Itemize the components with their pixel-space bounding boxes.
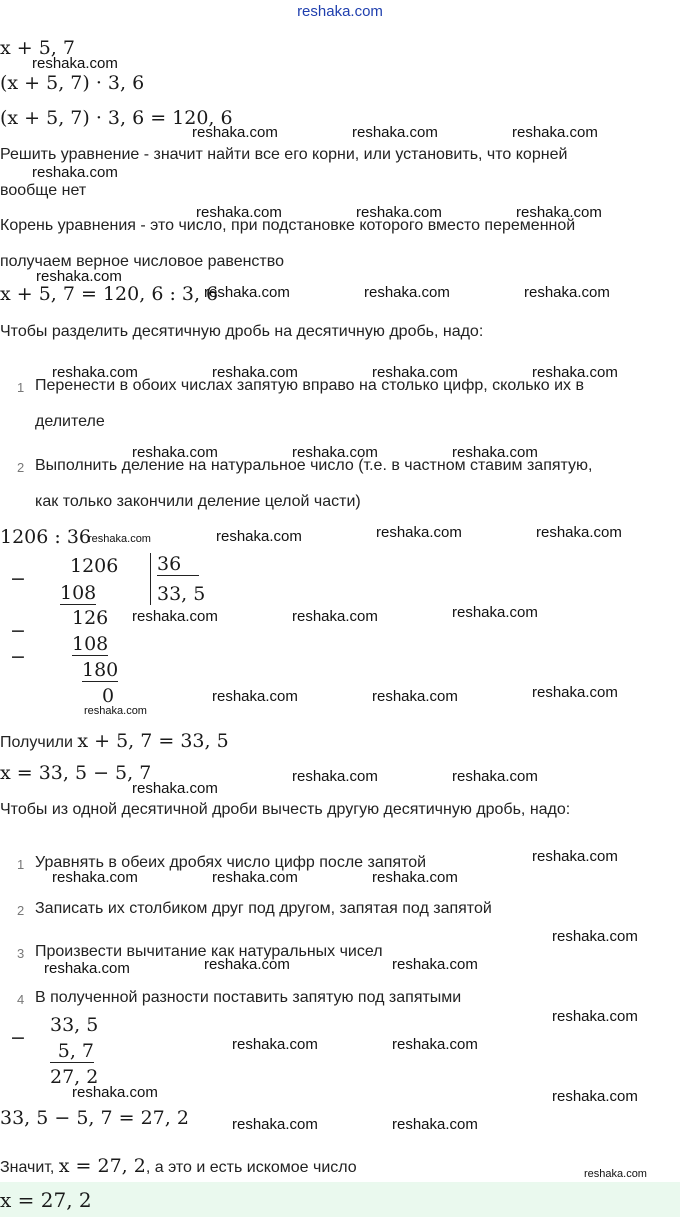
site-link[interactable]: reshaka.com (297, 3, 383, 20)
list-item-text: Произвести вычитание как натуральных чисел (35, 943, 383, 960)
watermark: reshaka.com (392, 1036, 478, 1053)
watermark: reshaka.com (52, 869, 138, 886)
watermark: reshaka.com (392, 1116, 478, 1133)
watermark: reshaka.com (192, 124, 278, 141)
watermark: reshaka.com (196, 204, 282, 221)
answer-expression: x = 27, 2 (0, 1188, 92, 1212)
minus-sign: − (10, 1027, 26, 1049)
watermark: reshaka.com (212, 364, 298, 381)
watermark: reshaka.com (132, 608, 218, 625)
watermark: reshaka.com (512, 124, 598, 141)
solve-definition-line1: Решить уравнение - значит найти все его корни, или установить, что корней (0, 146, 568, 163)
list-item-text: В полученной разности поставить запятую под запятыми (35, 989, 462, 1006)
watermark: reshaka.com (212, 869, 298, 886)
list-item-text: Выполнить деление на натуральное число (т.е. в частном ставим запятую, (35, 457, 593, 474)
watermark: reshaka.com (232, 1036, 318, 1053)
list-item-text-continued: делителе (35, 413, 105, 430)
expression-7: 33, 5 − 5, 7 = 27, 2 (0, 1107, 189, 1129)
watermark: reshaka.com (532, 684, 618, 701)
watermark: reshaka.com (32, 55, 118, 72)
watermark: reshaka.com (232, 1116, 318, 1133)
got-line (0, 730, 229, 752)
watermark: reshaka.com (536, 524, 622, 541)
watermark: reshaka.com (372, 364, 458, 381)
subtrahend-1: 108 (60, 582, 97, 604)
watermark: reshaka.com (376, 524, 462, 541)
watermark: reshaka.com (584, 1168, 647, 1180)
watermark: reshaka.com (452, 768, 538, 785)
watermark: reshaka.com (216, 528, 302, 545)
watermark: reshaka.com (532, 364, 618, 381)
division-intro: Чтобы разделить десятичную дробь на десятичную дробь, надо: (0, 323, 484, 340)
watermark: reshaka.com (372, 869, 458, 886)
remainder-1: 126 (72, 607, 109, 629)
watermark: reshaka.com (72, 1084, 158, 1101)
watermark: reshaka.com (132, 444, 218, 461)
got-prefix: Получили (0, 734, 78, 751)
list-item-number: 3 (17, 946, 25, 961)
difference: 27, 2 (50, 1066, 99, 1088)
watermark: reshaka.com (292, 608, 378, 625)
list-item-number: 4 (17, 992, 25, 1007)
list-item-text: Перенести в обоих числах запятую вправо на столько цифр, сколько их в (35, 377, 584, 394)
watermark: reshaka.com (356, 204, 442, 221)
watermark: reshaka.com (372, 688, 458, 705)
watermark: reshaka.com (552, 928, 638, 945)
watermark: reshaka.com (212, 688, 298, 705)
watermark: reshaka.com (292, 444, 378, 461)
minus-sign: − (10, 646, 26, 668)
list-item-text: Записать их столбиком друг под другом, запятая под запятой (35, 900, 492, 917)
means-expression: x = 27, 2 (58, 1155, 146, 1177)
watermark: reshaka.com (32, 164, 118, 181)
minuend: 33, 5 (50, 1014, 99, 1036)
expression-5: 1206 : 36 (0, 526, 92, 548)
remainder-3: 0 (102, 685, 115, 707)
list-item-number: 1 (17, 380, 25, 395)
watermark: reshaka.com (292, 768, 378, 785)
list-item-number: 2 (17, 460, 25, 475)
answer-box (0, 1182, 680, 1217)
subtrahend-2: 108 (72, 633, 109, 655)
got-expression: x + 5, 7 = 33, 5 (77, 730, 229, 752)
watermark: reshaka.com (132, 780, 218, 797)
watermark: reshaka.com (204, 956, 290, 973)
quotient: 33, 5 (157, 583, 206, 605)
expression-1: x + 5, 7 (0, 37, 75, 59)
means-prefix: Значит, (0, 1159, 59, 1176)
watermark: reshaka.com (516, 204, 602, 221)
watermark: reshaka.com (532, 848, 618, 865)
divisor: 36 (157, 553, 199, 576)
dividend: 1206 (70, 555, 119, 577)
watermark: reshaka.com (44, 960, 130, 977)
watermark: reshaka.com (36, 268, 122, 285)
watermark: reshaka.com (204, 284, 290, 301)
expression-2: (x + 5, 7) · 3, 6 (0, 72, 145, 94)
watermark: reshaka.com (392, 956, 478, 973)
minus-sign: − (10, 568, 26, 590)
root-definition-line2: получаем верное числовое равенство (0, 253, 284, 270)
subtrahend: 5, 7 (50, 1040, 94, 1063)
watermark: reshaka.com (84, 705, 147, 717)
root-definition-line1: Корень уравнения - это число, при подстановке которого вместо переменной (0, 217, 576, 234)
division-bar (150, 553, 151, 605)
minus-sign: − (10, 620, 26, 642)
list-item-text: Уравнять в обеих дробях число цифр после запятой (35, 854, 427, 871)
watermark: reshaka.com (552, 1088, 638, 1105)
watermark: reshaka.com (364, 284, 450, 301)
watermark: reshaka.com (452, 604, 538, 621)
solve-definition-line2: вообще нет (0, 182, 87, 199)
list-item-text-continued: как только закончили деление целой части) (35, 493, 361, 510)
watermark: reshaka.com (452, 444, 538, 461)
watermark: reshaka.com (524, 284, 610, 301)
means-suffix: , а это и есть искомое число (145, 1159, 357, 1176)
expression-6: x = 33, 5 − 5, 7 (0, 762, 152, 784)
expression-3: (x + 5, 7) · 3, 6 = 120, 6 (0, 107, 233, 129)
watermark: reshaka.com (52, 364, 138, 381)
watermark: reshaka.com (552, 1008, 638, 1025)
list-item-number: 1 (17, 857, 25, 872)
watermark: reshaka.com (88, 533, 151, 545)
expression-4: x + 5, 7 = 120, 6 : 3, 6 (0, 283, 219, 305)
remainder-2: 180 (82, 659, 119, 681)
list-item-number: 2 (17, 903, 25, 918)
subtraction-intro: Чтобы из одной десятичной дроби вычесть другую десятичную дробь, надо: (0, 801, 571, 818)
means-line (0, 1155, 357, 1177)
watermark: reshaka.com (352, 124, 438, 141)
